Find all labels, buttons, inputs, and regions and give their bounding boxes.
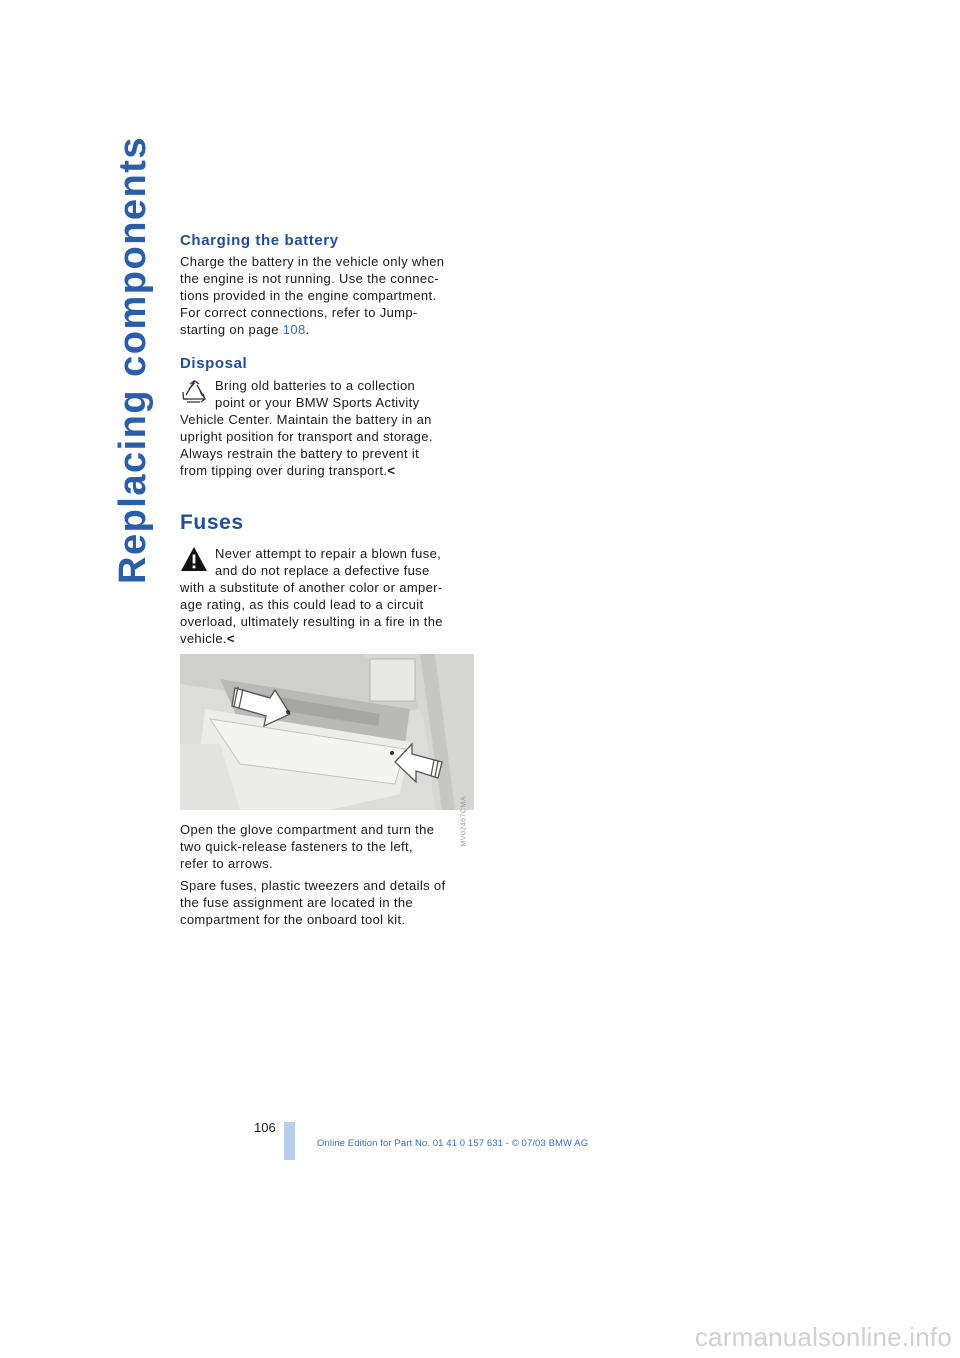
charging-line: For correct connections, refer to Jump- — [180, 305, 418, 320]
disposal-line: Always restrain the battery to prevent it — [180, 446, 420, 461]
warning-line: age rating, as this could lead to a circuit — [180, 597, 424, 612]
page-margin-bar — [284, 1122, 295, 1160]
disposal-line — [180, 462, 475, 479]
watermark: carmanualsonline.info — [694, 1322, 952, 1352]
charging-line-prefix: starting on page — [180, 322, 283, 337]
disposal-heading: Disposal — [180, 355, 248, 372]
page-108-link[interactable]: 108 — [282, 322, 306, 337]
charging-paragraph — [180, 253, 475, 338]
warning-last-text: vehicle. — [180, 631, 227, 646]
fuses-paragraph-2 — [180, 877, 475, 928]
charging-line-suffix: . — [305, 322, 310, 337]
image-code: MV02467CMA — [461, 796, 468, 847]
page-number: 106 — [254, 1120, 276, 1135]
fuses-line: compartment for the onboard tool kit. — [180, 912, 406, 927]
disposal-line: point or your BMW Sports Activity — [215, 395, 420, 410]
fuses-warning-paragraph — [180, 545, 475, 647]
warning-line: with a substitute of another color or amper- — [180, 580, 443, 595]
end-mark: < — [226, 631, 235, 646]
disposal-line: Vehicle Center. Maintain the battery in an — [180, 412, 432, 427]
end-mark: < — [387, 463, 396, 478]
disposal-paragraph — [180, 377, 475, 479]
fuses-line: the fuse assignment are located in the — [180, 895, 413, 910]
warning-line: and do not replace a defective fuse — [215, 563, 430, 578]
charging-line: tions provided in the engine compartment. — [180, 288, 437, 303]
fuses-line: Open the glove compartment and turn the — [180, 822, 435, 837]
warning-line: Never attempt to repair a blown fuse, — [215, 546, 442, 561]
fuses-paragraph-1 — [180, 821, 475, 872]
disposal-line: Bring old batteries to a collection — [215, 378, 416, 393]
charging-line: the engine is not running. Use the connec- — [180, 271, 439, 286]
warning-line — [180, 630, 475, 647]
fuses-line: two quick-release fasteners to the left, — [180, 839, 413, 854]
footer-edition: Online Edition for Part No. 01 41 0 157 631 - © 07/03 BMW AG — [317, 1138, 589, 1149]
disposal-last-text: from tipping over during transport. — [180, 463, 388, 478]
fuses-line: refer to arrows. — [180, 856, 274, 871]
charging-line — [180, 321, 475, 338]
chapter-title: Replacing components — [112, 135, 154, 584]
fuses-heading: Fuses — [180, 511, 244, 534]
charging-line: Charge the battery in the vehicle only when — [180, 254, 445, 269]
warning-line: overload, ultimately resulting in a fire in the — [180, 614, 443, 629]
charging-heading: Charging the battery — [180, 232, 339, 249]
disposal-line: upright position for transport and storage. — [180, 429, 433, 444]
fuses-line: Spare fuses, plastic tweezers and details of — [180, 878, 446, 893]
